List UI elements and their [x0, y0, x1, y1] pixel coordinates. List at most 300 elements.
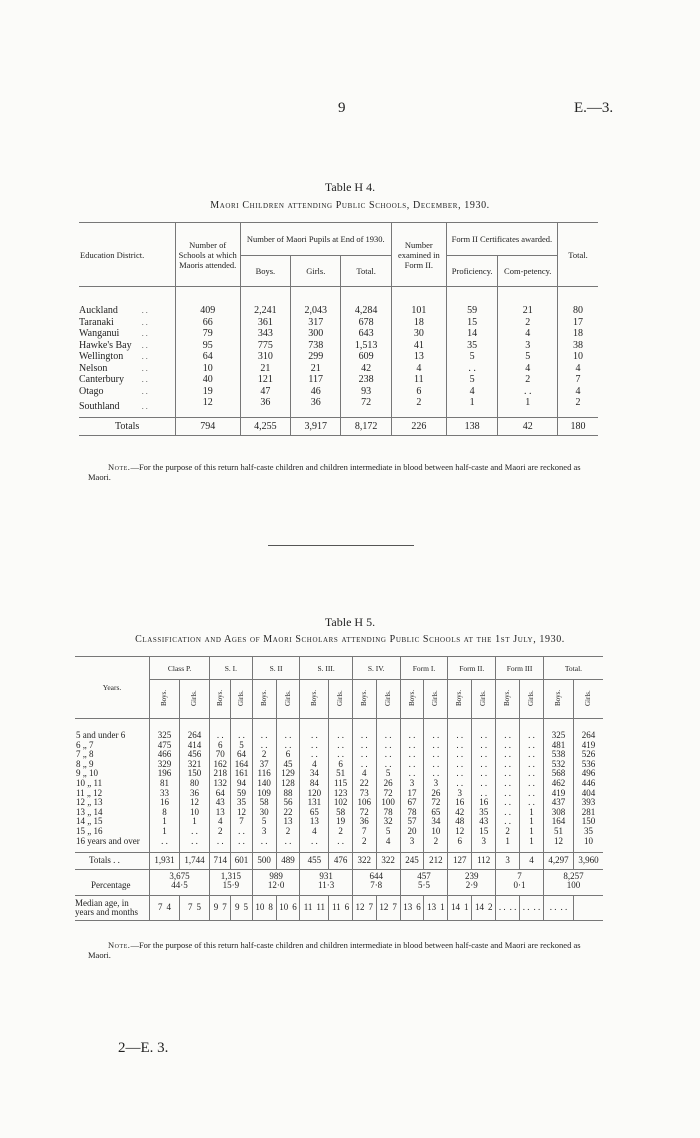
h5-cell: 35 — [231, 798, 252, 808]
totals-row — [75, 853, 603, 870]
h5-cell: . . — [329, 741, 352, 751]
h5-header-boys — [252, 680, 276, 719]
median-years: 14 — [474, 902, 484, 913]
h5-cell: 5 — [231, 741, 252, 751]
h5-header-girls-label: Girls. — [479, 690, 488, 706]
h5-header-girls-label: Girls. — [583, 690, 592, 706]
h5-cell: 35 — [472, 808, 496, 818]
section-divider — [268, 545, 414, 546]
h4-note — [88, 462, 598, 482]
h5-cell: 67 — [400, 798, 424, 808]
h4-cell-certs: 80 — [558, 287, 599, 317]
h4-cell-schools: 10 — [175, 363, 240, 375]
h5-cell: 1 — [180, 817, 210, 827]
median-row — [75, 895, 603, 920]
h5-cell: 132 — [210, 779, 231, 789]
h5-cell: 12 — [448, 827, 472, 837]
h5-total: 127 — [448, 853, 472, 870]
h5-combined: 239 — [448, 869, 496, 881]
h5-cell: 1 — [150, 817, 180, 827]
h5-header-girls — [329, 680, 352, 719]
h5-cell: 404 — [573, 789, 603, 799]
h5-header-girls — [376, 680, 400, 719]
h5-cell: 161 — [231, 769, 252, 779]
h5-header-class: Total. — [543, 657, 603, 680]
h5-cell: . . — [329, 837, 352, 853]
h5-cell: . . — [276, 741, 300, 751]
h5-note — [88, 940, 600, 960]
h5-cell: 12 — [543, 837, 573, 853]
table-row — [79, 363, 598, 375]
h5-header-class: Form III — [496, 657, 544, 680]
h4-cell-examined: 41 — [391, 340, 446, 352]
h4-cell-boys: 775 — [240, 340, 290, 352]
median-months: 1 — [440, 902, 445, 913]
h5-cell: 13 — [276, 817, 300, 827]
h4-cell-competency: . . — [498, 386, 558, 398]
h5-cell: 321 — [180, 760, 210, 770]
h5-median — [210, 895, 231, 920]
h5-percentage: 12·0 — [252, 881, 300, 895]
h5-cell: 475 — [150, 741, 180, 751]
median-years: 9 — [213, 902, 219, 913]
h4-total-boys: 4,255 — [240, 417, 290, 436]
h4-cell-examined: 101 — [391, 287, 446, 317]
h5-median — [376, 895, 400, 920]
h5-percentage: 5·5 — [400, 881, 448, 895]
h5-cell: 414 — [180, 741, 210, 751]
h5-cell: 84 — [300, 779, 329, 789]
h5-cell: 456 — [180, 750, 210, 760]
h5-cell: 329 — [150, 760, 180, 770]
table-row — [75, 837, 603, 853]
h5-cell: 3 — [400, 837, 424, 853]
h4-total-schools: 794 — [175, 417, 240, 436]
h5-cell: . . — [448, 779, 472, 789]
h5-cell: 538 — [543, 750, 573, 760]
h4-cell-certs: 4 — [558, 363, 599, 375]
h5-total: 4,297 — [543, 853, 573, 870]
h5-cell: 64 — [231, 750, 252, 760]
h5-header-boys — [210, 680, 231, 719]
h5-cell: 536 — [573, 760, 603, 770]
h5-median — [448, 895, 472, 920]
h4-cell-schools: 19 — [175, 386, 240, 398]
h5-cell: 59 — [231, 789, 252, 799]
h5-cell: 150 — [180, 769, 210, 779]
h5-subheader-row — [75, 680, 603, 719]
h4-cell-proficiency: 35 — [446, 340, 498, 352]
h5-cell: 22 — [352, 779, 376, 789]
h5-cell: 462 — [543, 779, 573, 789]
h5-header-boys — [400, 680, 424, 719]
h5-cell: . . — [276, 837, 300, 853]
h5-cell: 37 — [252, 760, 276, 770]
h5-cell: . . — [496, 808, 520, 818]
h5-cell: 33 — [150, 789, 180, 799]
h4-cell-examined: 13 — [391, 351, 446, 363]
h5-cell: 36 — [352, 817, 376, 827]
h5-cell: . . — [352, 719, 376, 741]
h5-cell: . . — [520, 779, 544, 789]
median-months: 2 — [487, 902, 493, 913]
h5-combined: 931 — [300, 869, 352, 881]
h5-cell: . . — [448, 769, 472, 779]
h5-cell: 26 — [424, 789, 448, 799]
h5-cell: 196 — [150, 769, 180, 779]
median-years: . . — [522, 902, 530, 913]
h5-total: 476 — [329, 853, 352, 870]
h5-percentage: 2·9 — [448, 881, 496, 895]
median-years: 11 — [331, 902, 341, 913]
h5-header-boys-label: Boys. — [259, 689, 268, 707]
h5-cell: 51 — [543, 827, 573, 837]
h5-cell: 12 — [180, 798, 210, 808]
leader-dots: . . — [141, 375, 148, 384]
h4-cell-boys: 36 — [240, 397, 290, 417]
h4-cell-examined: 6 — [391, 386, 446, 398]
h5-cell: 2 — [329, 827, 352, 837]
h5-cell: 16 — [472, 798, 496, 808]
leader-dots: . . — [141, 363, 148, 373]
h5-percentage: 100 — [543, 881, 603, 895]
h5-header-row — [75, 657, 603, 680]
h5-cell: 35 — [573, 827, 603, 837]
median-years: 7 — [188, 902, 193, 913]
h4-cell-schools: 12 — [175, 397, 240, 417]
h5-cell: . . — [231, 719, 252, 741]
h5-header-girls — [573, 680, 603, 719]
h5-cell: 419 — [543, 789, 573, 799]
h5-cell: . . — [448, 719, 472, 741]
median-months: 6 — [292, 902, 297, 913]
table-h4 — [79, 222, 598, 436]
page-number: 9 — [338, 100, 346, 116]
h5-median — [543, 895, 573, 920]
h5-cell: . . — [300, 750, 329, 760]
h4-cell-competency: 1 — [498, 397, 558, 417]
h4-cell-schools: 40 — [175, 374, 240, 386]
age-range: 10 „ 11 — [76, 777, 103, 788]
h5-cell: . . — [150, 837, 180, 853]
h5-header-class: S. III. — [300, 657, 352, 680]
h4-cell-schools: 66 — [175, 317, 240, 329]
h5-cell: 72 — [352, 808, 376, 818]
h5-cell: . . — [231, 837, 252, 853]
h5-total: 1,931 — [150, 853, 180, 870]
h5-total: 245 — [400, 853, 424, 870]
h4-cell-certs: 18 — [558, 328, 599, 340]
h5-median — [472, 895, 496, 920]
h5-cell: 109 — [252, 789, 276, 799]
h4-cell-schools: 95 — [175, 340, 240, 352]
h4-cell-schools: 64 — [175, 351, 240, 363]
h5-cell: 1 — [520, 827, 544, 837]
h5-total: 322 — [376, 853, 400, 870]
leader-dots: . . — [141, 340, 148, 350]
h5-cell: . . — [300, 719, 329, 741]
leader-dots: . . — [141, 329, 148, 338]
h5-percentage: 7·8 — [352, 881, 400, 895]
h5-total: 3,960 — [573, 853, 603, 870]
h5-cell: 8 — [150, 808, 180, 818]
median-years: 10 — [279, 902, 289, 913]
h4-cell-total: 42 — [341, 363, 391, 375]
h5-cell: . . — [376, 719, 400, 741]
h4-cell-total: 643 — [341, 328, 391, 340]
h5-cell: 81 — [150, 779, 180, 789]
h5-header-class: S. II — [252, 657, 300, 680]
h4-cell-examined: 30 — [391, 328, 446, 340]
h5-median — [231, 895, 252, 920]
h5-median — [329, 895, 352, 920]
h5-cell: 43 — [472, 817, 496, 827]
h4-header-boys: Boys. — [240, 256, 290, 287]
h5-cell: 10 — [180, 808, 210, 818]
h5-header-girls-label: Girls. — [431, 690, 440, 706]
leader-dots: . . — [141, 402, 148, 411]
h4-cell-certs: 38 — [558, 340, 599, 352]
h5-header-class: S. IV. — [352, 657, 400, 680]
table-row — [79, 287, 598, 317]
h5-cell: . . — [300, 741, 329, 751]
median-months: . . — [509, 902, 517, 913]
h5-cell: . . — [496, 798, 520, 808]
h5-header-boys — [496, 680, 520, 719]
h5-cell: 34 — [424, 817, 448, 827]
h5-cell: 481 — [543, 741, 573, 751]
h5-header-girls-label: Girls. — [336, 690, 345, 706]
table-row — [75, 719, 603, 741]
h5-cell: . . — [496, 789, 520, 799]
h5-cell: 34 — [300, 769, 329, 779]
h4-cell-competency: 3 — [498, 340, 558, 352]
h5-median — [252, 895, 276, 920]
h5-cell: 65 — [424, 808, 448, 818]
h5-cell: . . — [448, 741, 472, 751]
leader-dots: . . — [141, 306, 148, 315]
h5-cell: . . — [520, 741, 544, 751]
h5-cell: . . — [252, 837, 276, 853]
totals-label: Totals — [79, 417, 175, 436]
h5-header-girls-label: Girls. — [526, 690, 535, 706]
h5-header-girls — [231, 680, 252, 719]
median-label: Median age, in years and months — [75, 895, 150, 920]
h5-cell: 4 — [352, 769, 376, 779]
h5-cell: 393 — [573, 798, 603, 808]
h5-cell: 10 — [424, 827, 448, 837]
h5-header-class: Form II. — [448, 657, 496, 680]
h5-combined: 7 — [496, 869, 544, 881]
h4-cell-boys: 361 — [240, 317, 290, 329]
h5-cell: . . — [210, 837, 231, 853]
h5-header-boys — [300, 680, 329, 719]
h5-cell: . . — [424, 750, 448, 760]
h4-cell-total: 93 — [341, 386, 391, 398]
h5-cell: 3 — [400, 779, 424, 789]
h5-cell: 526 — [573, 750, 603, 760]
h5-cell: . . — [520, 719, 544, 741]
h5-cell: 2 — [210, 827, 231, 837]
h4-cell-certs: 17 — [558, 317, 599, 329]
h5-median — [424, 895, 448, 920]
h5-cell: . . — [472, 789, 496, 799]
h5-cell: 437 — [543, 798, 573, 808]
h5-cell: . . — [472, 769, 496, 779]
h5-total: 500 — [252, 853, 276, 870]
h4-cell-proficiency: . . — [446, 363, 498, 375]
h4-cell-competency: 21 — [498, 287, 558, 317]
h5-header-girls — [472, 680, 496, 719]
h5-header-boys-label: Boys. — [553, 689, 562, 707]
median-months: 1 — [464, 902, 469, 913]
h5-header-boys-label: Boys. — [215, 689, 224, 707]
h5-cell: 3 — [448, 789, 472, 799]
h5-note-lead: Note. — [108, 940, 131, 950]
median-months: 5 — [196, 902, 202, 913]
table-h5 — [75, 656, 603, 921]
h5-header-class: Class P. — [150, 657, 210, 680]
h5-cell: . . — [520, 750, 544, 760]
h5-header-girls-label: Girls. — [237, 690, 246, 706]
h5-cell: . . — [276, 719, 300, 741]
age-range: 11 „ 12 — [76, 787, 103, 798]
h5-cell: 3 — [424, 779, 448, 789]
median-years: . . — [498, 902, 506, 913]
table-h4-caption: Maori Children attending Public Schools, December, 1930. — [210, 200, 490, 211]
median-months: 6 — [416, 902, 421, 913]
table-row — [79, 317, 598, 329]
h5-median — [150, 895, 180, 920]
h5-cell: 6 — [329, 760, 352, 770]
h5-cell: . . — [210, 719, 231, 741]
h5-total: 455 — [300, 853, 329, 870]
h5-header-girls — [180, 680, 210, 719]
h5-median — [496, 895, 520, 920]
median-years: 13 — [427, 902, 437, 913]
h4-cell-total: 1,513 — [341, 340, 391, 352]
h4-header-schools: Number of Schools at which Maoris attended. — [175, 223, 240, 287]
h5-cell: 78 — [376, 808, 400, 818]
age-range: 8 „ 9 — [76, 758, 94, 769]
h5-cell: 4 — [300, 827, 329, 837]
h4-cell-schools: 79 — [175, 328, 240, 340]
age-range: 6 „ 7 — [76, 739, 94, 750]
h4-cell-girls: 2,043 — [291, 287, 341, 317]
h4-cell-proficiency: 5 — [446, 374, 498, 386]
median-years: 10 — [255, 902, 265, 913]
h5-cell: 30 — [252, 808, 276, 818]
median-months: 6 — [344, 902, 350, 913]
table-row — [79, 328, 598, 340]
h5-cell: . . — [496, 769, 520, 779]
h5-cell: 6 — [210, 741, 231, 751]
h5-note-text: —For the purpose of this return half-caste children and children intermediate in blood between half-caste and Maori are reckoned as Maori. — [88, 940, 581, 960]
h5-cell: . . — [400, 769, 424, 779]
h4-note-text: —For the purpose of this return half-caste children and children intermediate in blood between half-caste and Maori are reckoned as Maori. — [88, 462, 581, 482]
h4-header-competency: Com-petency. — [498, 256, 558, 287]
h5-cell: 48 — [448, 817, 472, 827]
h5-cell: 13 — [210, 808, 231, 818]
h4-cell-examined: 4 — [391, 363, 446, 375]
h5-cell: 3 — [252, 827, 276, 837]
h5-cell: . . — [180, 827, 210, 837]
h5-cell: 100 — [376, 798, 400, 808]
table-h5-caption: Classification and Ages of Maori Scholars attending Public Schools at the 1st July, 1930. — [135, 634, 565, 645]
h4-cell-girls: 117 — [291, 374, 341, 386]
h5-cell: 65 — [300, 808, 329, 818]
h5-cell: 2 — [352, 837, 376, 853]
h5-cell: 325 — [543, 719, 573, 741]
h5-header-girls-label: Girls. — [190, 690, 199, 706]
h5-cell: 1 — [520, 808, 544, 818]
h5-cell: 2 — [496, 827, 520, 837]
h5-median — [276, 895, 300, 920]
h4-cell-competency: 4 — [498, 328, 558, 340]
h5-cell: 264 — [180, 719, 210, 741]
h5-cell: 94 — [231, 779, 252, 789]
h4-header-proficiency: Proficiency. — [446, 256, 498, 287]
district-name: Auckland — [79, 305, 118, 316]
h5-total: 489 — [276, 853, 300, 870]
h5-cell: 2 — [276, 827, 300, 837]
h5-cell: 78 — [400, 808, 424, 818]
h5-cell: 72 — [376, 789, 400, 799]
median-months: 4 — [166, 902, 172, 913]
median-months: 5 — [243, 902, 249, 913]
h5-median — [400, 895, 424, 920]
h4-cell-girls: 738 — [291, 340, 341, 352]
h5-header-girls-label: Girls. — [283, 690, 292, 706]
h4-cell-examined: 18 — [391, 317, 446, 329]
age-range: 12 „ 13 — [76, 797, 103, 808]
h5-combined: 457 — [400, 869, 448, 881]
h5-cell: . . — [352, 741, 376, 751]
h4-cell-proficiency: 4 — [446, 386, 498, 398]
h5-combined: 989 — [252, 869, 300, 881]
median-months: 7 — [368, 902, 373, 913]
h4-cell-proficiency: 59 — [446, 287, 498, 317]
h5-cell: . . — [520, 789, 544, 799]
h5-cell: . . — [329, 750, 352, 760]
h5-total: 212 — [424, 853, 448, 870]
h5-total: 714 — [210, 853, 231, 870]
h5-header-boys-label: Boys. — [407, 689, 416, 707]
h4-header-pupils: Number of Maori Pupils at End of 1930. — [240, 223, 391, 256]
h5-cell: 5 — [376, 827, 400, 837]
h5-cell: . . — [496, 750, 520, 760]
age-range: 7 „ 8 — [76, 749, 94, 760]
h5-cell: 140 — [252, 779, 276, 789]
page-footer: 2—E. 3. — [118, 1040, 169, 1056]
age-range: 5 and under 6 — [76, 730, 126, 740]
h5-header-boys-label: Boys. — [359, 689, 368, 707]
h5-header-girls — [276, 680, 300, 719]
median-months: . . — [560, 902, 568, 913]
h5-cell: 532 — [543, 760, 573, 770]
h5-cell: 80 — [180, 779, 210, 789]
table-h4-title: Table H 4. — [324, 180, 376, 194]
h5-cell: 7 — [231, 817, 252, 827]
h5-cell: . . — [472, 719, 496, 741]
h4-cell-proficiency: 5 — [446, 351, 498, 363]
h5-cell: 73 — [352, 789, 376, 799]
h5-cell: . . — [252, 741, 276, 751]
h5-header-girls-label: Girls. — [383, 690, 392, 706]
h5-cell: . . — [472, 741, 496, 751]
h5-total: 4 — [520, 853, 544, 870]
h5-cell: 12 — [231, 808, 252, 818]
